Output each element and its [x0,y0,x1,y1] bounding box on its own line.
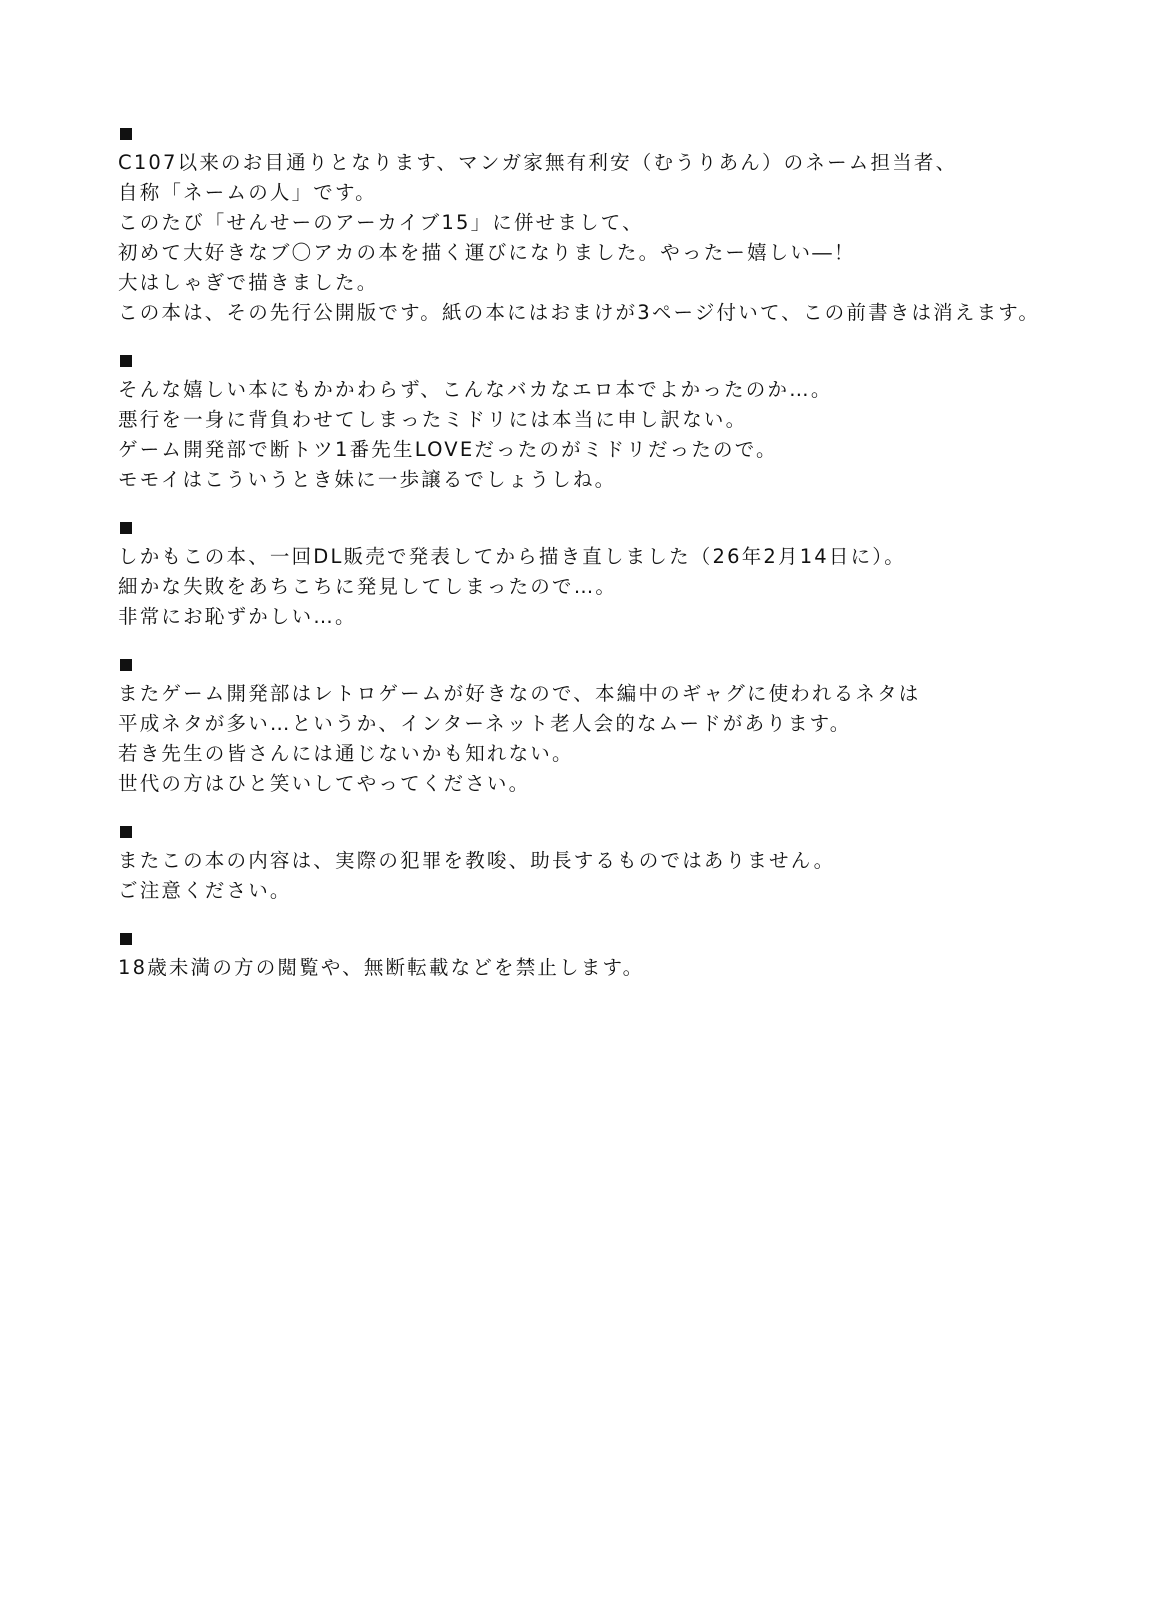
text-line: そんな嬉しい本にもかかわらず、こんなバカなエロ本でよかったのか…。 [118,378,833,401]
section-6 [118,933,1118,983]
text-line: 悪行を一身に背負わせてしまったミドリには本当に申し訳ない。 [118,408,748,431]
section-4 [118,659,1118,799]
text-line: C107以来のお目通りとなります、マンガ家無有利安（むうりあん）のネーム担当者、 [118,151,958,174]
text-line: 平成ネタが多い…というか、インターネット老人会的なムードがあります。 [118,712,852,735]
text-line: 非常にお恥ずかしい…。 [118,605,357,628]
text-line: 若き先生の皆さんには通じないかも知れない。 [118,742,574,765]
text-line: 18歳未満の方の閲覧や、無断転載などを禁止します。 [118,956,645,979]
section-marker [120,826,132,838]
section-marker [120,355,132,367]
text-line: モモイはこういうとき妹に一歩譲るでしょうしね。 [118,468,617,491]
text-line: 細かな失敗をあちこちに発見してしまったので…。 [118,575,618,598]
section-3 [118,522,1118,632]
text-line: またこの本の内容は、実際の犯罪を教唆、助長するものではありません。 [118,849,836,872]
section-marker [120,659,132,671]
preface-text [118,118,1118,1010]
text-line: 初めて大好きなブ〇アカの本を描く運びになりました。やったー嬉しい―！ [118,241,856,264]
text-line: この本は、その先行公開版です。紙の本にはおまけが3ページ付いて、この前書きは消えます。 [118,301,1041,324]
text-line: 自称「ネームの人」です。 [118,181,377,204]
text-line: このたび「せんせーのアーカイブ15」に併せまして、 [118,211,644,234]
text-line: 世代の方はひと笑いしてやってください。 [118,772,531,795]
section-2 [118,355,1118,495]
section-marker [120,128,132,140]
text-line: 大はしゃぎで描きました。 [118,271,379,294]
section-marker [120,933,132,945]
text-line: またゲーム開発部はレトロゲームが好きなので、本編中のギャグに使われるネタは [118,682,921,705]
section-5 [118,826,1118,906]
text-line: ご注意ください。 [118,879,292,902]
section-marker [120,522,132,534]
section-1 [118,128,1118,328]
text-line: ゲーム開発部で断トツ1番先生LOVEだったのがミドリだったので。 [118,438,778,461]
text-line: しかもこの本、一回DL販売で発表してから描き直しました（26年2月14日に）。 [118,545,906,568]
